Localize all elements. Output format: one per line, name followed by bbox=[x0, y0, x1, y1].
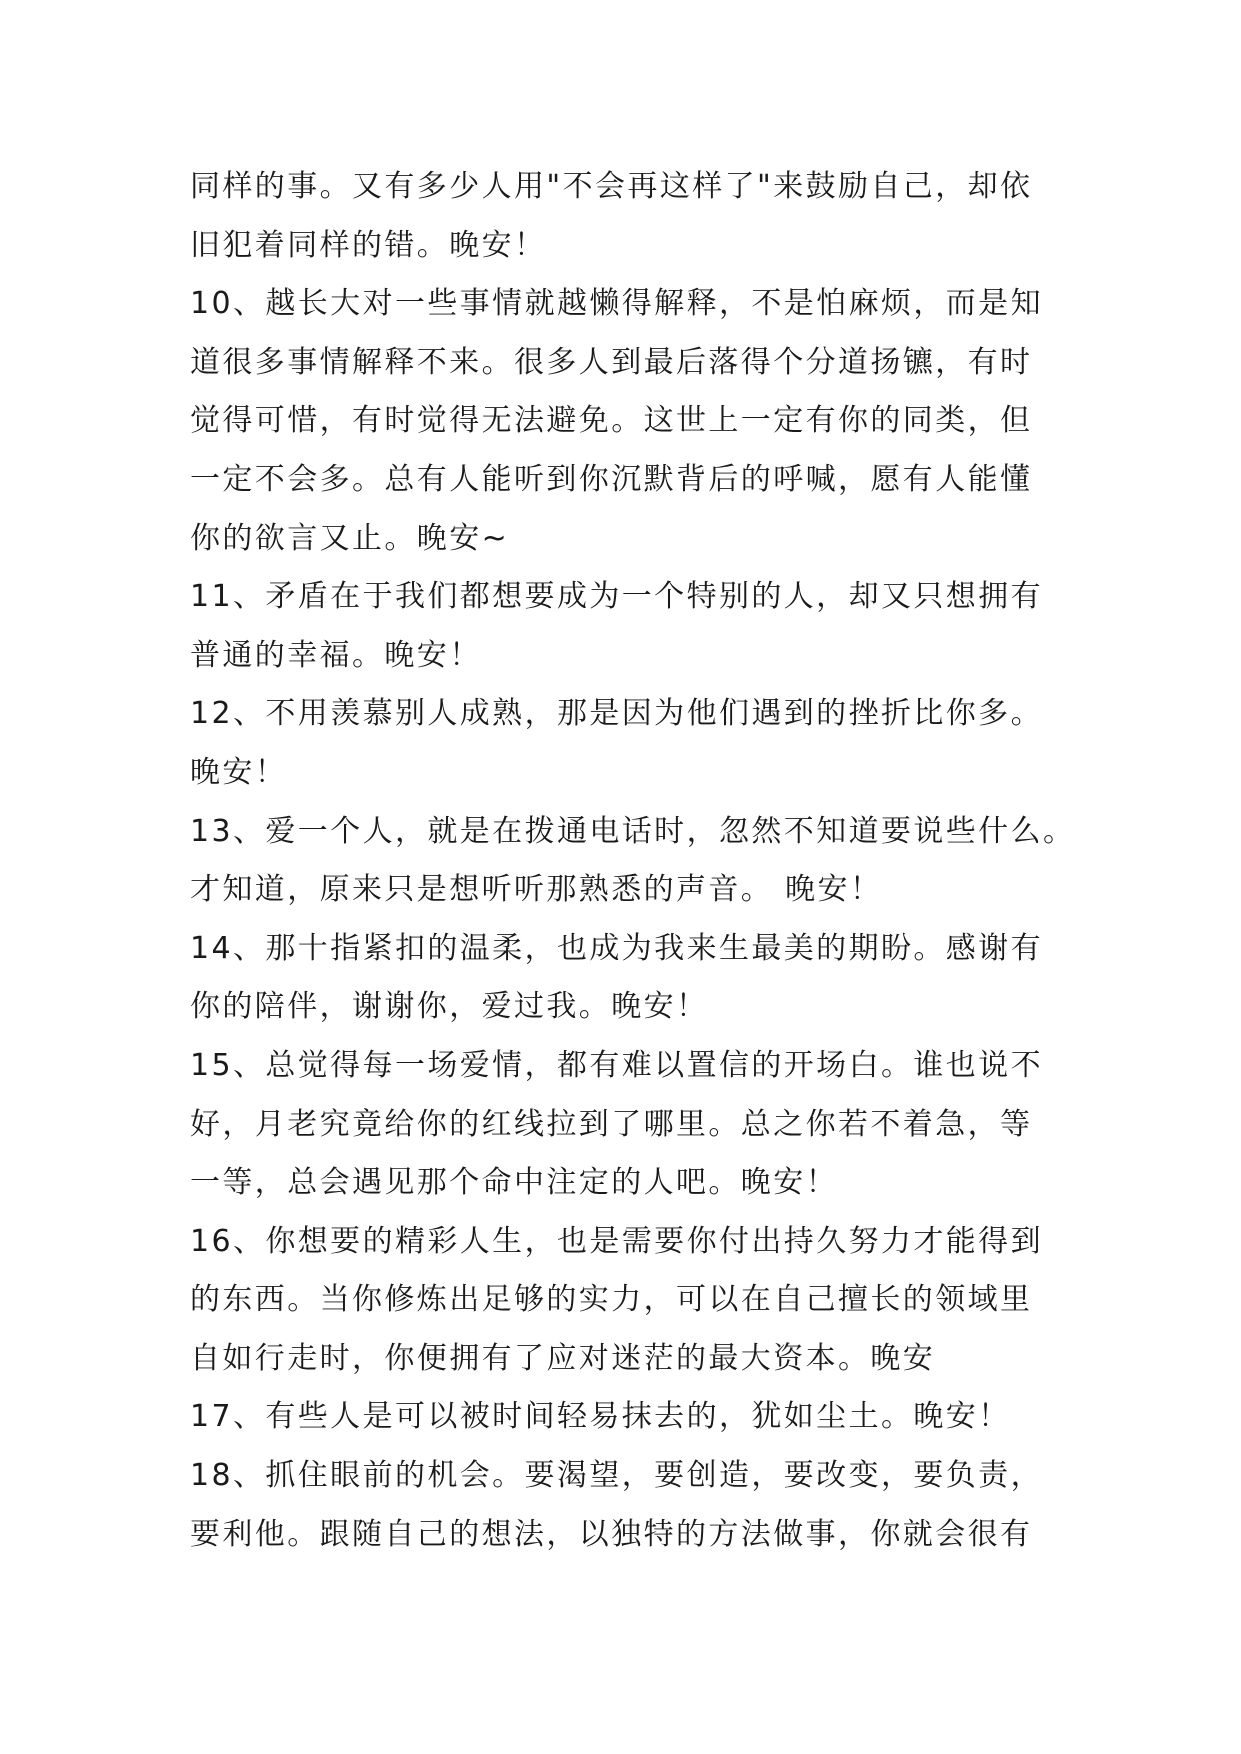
text-line: 一等，总会遇见那个命中注定的人吧。晚安！ bbox=[190, 1165, 838, 1201]
text-line: 17、有些人是可以被时间轻易抹去的，犹如尘土。晚安！ bbox=[190, 1399, 1011, 1435]
text-line: 觉得可惜，有时觉得无法避免。这世上一定有你的同类，但 bbox=[190, 403, 1033, 439]
text-line: 13、爱一个人，就是在拨通电话时，忽然不知道要说些什么。 bbox=[190, 813, 1076, 849]
text-line: 才知道，原来只是想听听那熟悉的声音。 晚安！ bbox=[190, 872, 883, 908]
text-line: 你的陪伴，谢谢你，爱过我。晚安！ bbox=[190, 989, 709, 1025]
body-text bbox=[190, 158, 1076, 1564]
text-line: 晚安！ bbox=[190, 754, 288, 790]
text-line: 12、不用羡慕别人成熟，那是因为他们遇到的挫折比你多。 bbox=[190, 696, 1043, 732]
text-line: 普通的幸福。晚安！ bbox=[190, 637, 482, 673]
text-line: 你的欲言又止。晚安~ bbox=[190, 520, 510, 556]
text-line: 同样的事。又有多少人用"不会再这样了"来鼓励自己，却依 bbox=[190, 169, 1033, 204]
text-line: 要利他。跟随自己的想法，以独特的方法做事，你就会很有 bbox=[190, 1516, 1033, 1552]
text-line: 15、总觉得每一场爱情，都有难以置信的开场白。谁也说不 bbox=[190, 1047, 1043, 1083]
text-line: 道很多事情解释不来。很多人到最后落得个分道扬镳，有时 bbox=[190, 344, 1033, 380]
text-line: 10、越长大对一些事情就越懒得解释，不是怕麻烦，而是知 bbox=[190, 286, 1043, 322]
text-line: 16、你想要的精彩人生，也是需要你付出持久努力才能得到 bbox=[190, 1223, 1043, 1259]
text-line: 的东西。当你修炼出足够的实力，可以在自己擅长的领域里 bbox=[190, 1282, 1033, 1318]
text-line: 18、抓住眼前的机会。要渴望，要创造，要改变，要负责， bbox=[190, 1458, 1043, 1494]
text-line: 14、那十指紧扣的温柔，也成为我来生最美的期盼。感谢有 bbox=[190, 930, 1043, 966]
text-line: 自如行走时，你便拥有了应对迷茫的最大资本。晚安 bbox=[190, 1340, 936, 1376]
text-line: 11、矛盾在于我们都想要成为一个特别的人，却又只想拥有 bbox=[190, 579, 1043, 615]
text-line: 旧犯着同样的错。晚安！ bbox=[190, 227, 547, 263]
text-line: 好，月老究竟给你的红线拉到了哪里。总之你若不着急，等 bbox=[190, 1106, 1033, 1142]
text-line: 一定不会多。总有人能听到你沉默背后的呼喊，愿有人能懂 bbox=[190, 461, 1033, 497]
